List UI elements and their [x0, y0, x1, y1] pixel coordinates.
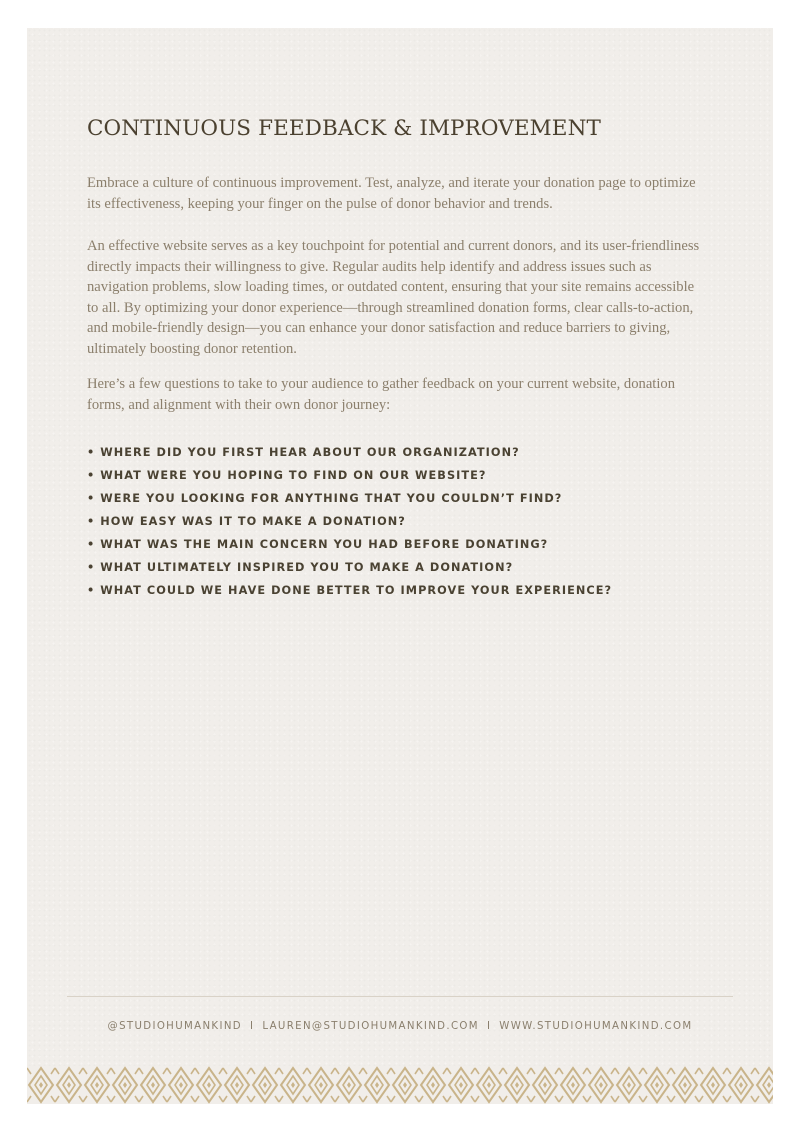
question-item: • WHAT WAS THE MAIN CONCERN YOU HAD BEFORE DONATING?: [87, 538, 549, 551]
footer-contact: [27, 1021, 773, 1032]
page-title: CONTINUOUS FEEDBACK & IMPROVEMENT: [87, 116, 601, 141]
feedback-question-list: [87, 441, 612, 602]
footer-divider: [67, 996, 733, 997]
question-item: • WHAT ULTIMATELY INSPIRED YOU TO MAKE A DONATION?: [87, 561, 514, 574]
question-item: • WERE YOU LOOKING FOR ANYTHING THAT YOU COULDN’T FIND?: [87, 492, 563, 505]
footer-email-link[interactable]: LAUREN@STUDIOHUMANKIND.COM: [262, 1021, 479, 1032]
footer-website-link[interactable]: WWW.STUDIOHUMANKIND.COM: [499, 1021, 693, 1032]
intro-paragraph: Embrace a culture of continuous improvement. Test, analyze, and iterate your donation page to optimize its effectiveness, keeping your finger on the pulse of donor behavior and trends.: [87, 175, 696, 212]
footer-separator: I: [486, 1021, 492, 1032]
question-item: • WHAT COULD WE HAVE DONE BETTER TO IMPROVE YOUR EXPERIENCE?: [87, 584, 613, 597]
question-item: • WHERE DID YOU FIRST HEAR ABOUT OUR ORGANIZATION?: [87, 446, 520, 459]
question-item: • HOW EASY WAS IT TO MAKE A DONATION?: [87, 515, 406, 528]
questions-intro-paragraph: Here’s a few questions to take to your audience to gather feedback on your current website, donation forms, and alignment with their own donor journey:: [87, 376, 676, 413]
question-item: • WHAT WERE YOU HOPING TO FIND ON OUR WEBSITE?: [87, 469, 487, 482]
document-page: [27, 28, 773, 1104]
footer-social-handle[interactable]: @STUDIOHUMANKIND: [107, 1021, 242, 1032]
footer-separator: I: [249, 1021, 255, 1032]
website-paragraph: An effective website serves as a key touchpoint for potential and current donors, and its user-friendliness directly impacts their willingness to give. Regular audits help identify and address issues such as navigation problems, slow loading times, or outdated content, ensuring that your site remains accessible to all. By optimizing your donor experience—through streamlined donation forms, clear calls-to-action, and mobile-friendly design—you can enhance your donor satisfaction and reduce barriers to giving, ultimately boosting donor retention.: [87, 238, 700, 357]
diamond-pattern-border: [27, 1066, 773, 1104]
